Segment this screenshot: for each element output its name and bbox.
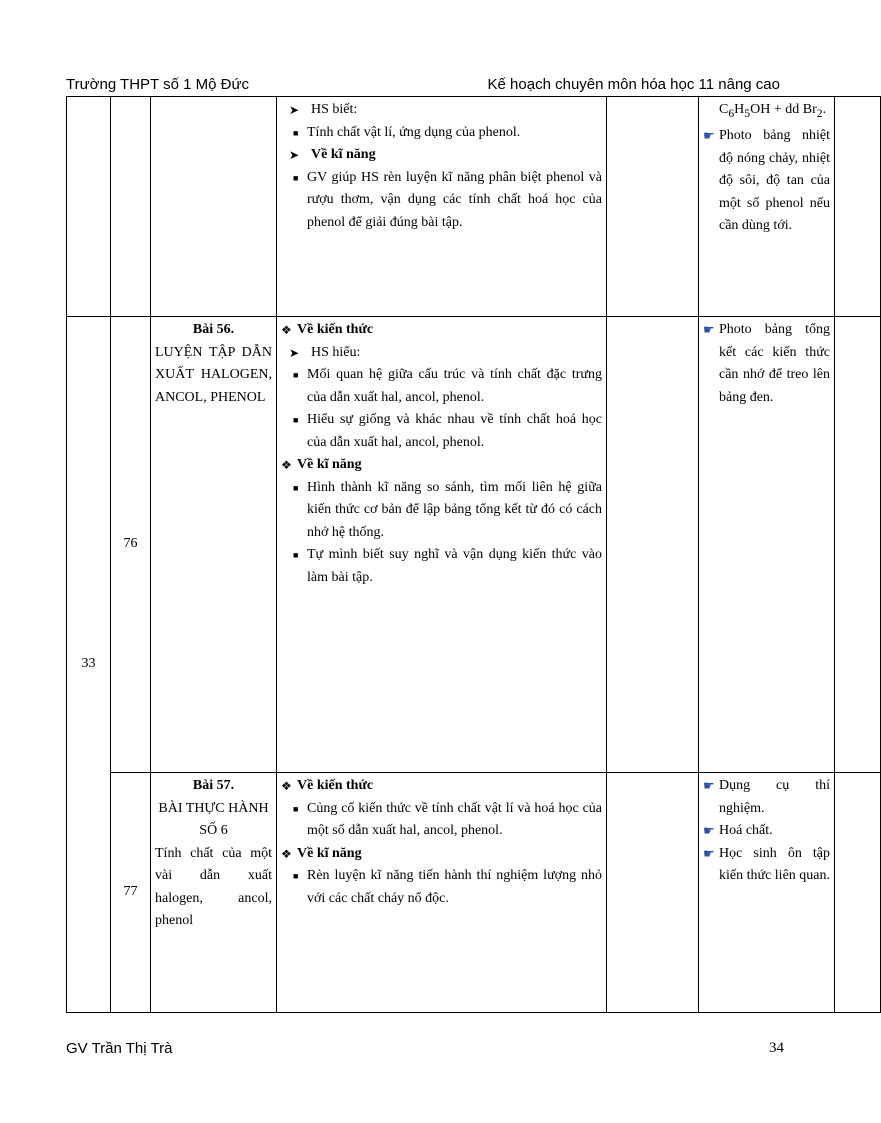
diamond-bullet-icon: ❖ (281, 846, 292, 861)
square-bullet-icon: ■ (293, 172, 299, 183)
list-item: ➤ HS hiểu: (281, 342, 602, 365)
list-item: ❖ Về kĩ năng (281, 843, 602, 866)
square-bullet-icon: ■ (293, 871, 299, 881)
list-item: ➤ HS biết: (281, 99, 602, 122)
header-plan: Kế hoạch chuyên môn hóa học 11 nâng cao (487, 76, 780, 93)
page-number: 34 (769, 1040, 784, 1056)
notes-cell (835, 773, 881, 1013)
list-item: ■ GV giúp HS rèn luyện kĩ năng phân biệt phenol và rượu thơm, vận dụng các tính chất hoá học của phenol để giải đúng bài tập. (281, 167, 602, 235)
empty-cell (607, 773, 699, 1013)
list-item: ■ Mối quan hệ giữa cấu trúc và tính chất đặc trưng của dẫn xuất hal, ancol, phenol. (281, 364, 602, 409)
list-item: ■ Hiểu sự giống và khác nhau về tính chất hoá học của dẫn xuất hal, ancol, phenol. (281, 409, 602, 454)
lesson-title: Bài 57. (192, 778, 235, 793)
list-item: ■ Tính chất vật lí, ứng dụng của phenol. (281, 122, 602, 145)
table-row (67, 317, 881, 773)
week-cell (67, 97, 111, 317)
period-cell: 77 (111, 773, 151, 1013)
lesson-cell (151, 97, 277, 317)
diamond-bullet-icon: ❖ (281, 779, 292, 793)
list-item: ❖ Về kiến thức (281, 775, 602, 798)
period-cell: 76 (111, 317, 151, 773)
list-item: ☛ Hoá chất. (703, 820, 830, 843)
lesson-desc: Tính chất của một vài dẫn xuất halogen, ancol, phenol (155, 845, 272, 928)
list-item: ■ Hình thành kĩ năng so sánh, tìm mối liên hệ giữa kiến thức cơ bản để lập bảng tổng kết từ đó có cách nhớ hệ thống. (281, 477, 602, 545)
formula-text: $C_6H_5OH$ + dd $Br_2$. (719, 102, 827, 120)
diamond-bullet-icon: ❖ (281, 458, 292, 472)
pointer-hand-icon: ☛ (703, 778, 715, 793)
list-item: ☛ Photo bảng tổng kết các kiến thức cần nhớ để treo lên bảng đen. (703, 319, 830, 409)
lesson-cell (151, 317, 277, 773)
notes-cell (835, 317, 881, 773)
list-item: ■ Rèn luyện kĩ năng tiến hành thí nghiệm lượng nhỏ với các chất cháy nổ độc. (281, 865, 602, 910)
diamond-bullet-icon: ❖ (281, 323, 292, 337)
list-item: ■ Củng cố kiến thức về tính chất vật lí và hoá học của một số dẫn xuất hal, ancol, phenol. (281, 798, 602, 843)
arrow-bullet-icon: ➤ (289, 345, 300, 360)
prep-cell (699, 97, 835, 317)
list-item: ☛ Dụng cụ thí nghiệm. (703, 775, 830, 820)
list-item: ➤ Về kĩ năng (281, 144, 602, 167)
list-item: ❖ Về kiến thức (281, 319, 602, 342)
arrow-bullet-icon: ➤ (289, 103, 300, 117)
header-school: Trường THPT số 1 Mộ Đức (66, 76, 250, 93)
lesson-plan-table (66, 96, 881, 1013)
week-cell: 33 (67, 317, 111, 1013)
lesson-name: LUYỆN TẬP DẪN XUẤT HALOGEN, ANCOL, PHENOL (155, 344, 272, 405)
square-bullet-icon: ■ (293, 550, 299, 560)
list-item: ■ Tự mình biết suy nghĩ và vận dụng kiến thức vào làm bài tập. (281, 544, 602, 589)
table-row (67, 773, 881, 1013)
table-row (67, 97, 881, 317)
notes-cell (835, 97, 881, 317)
period-cell (111, 97, 151, 317)
square-bullet-icon: ■ (293, 415, 299, 425)
square-bullet-icon: ■ (293, 370, 299, 380)
prep-cell (699, 773, 835, 1013)
list-item: ☛ Học sinh ôn tập kiến thức liên quan. (703, 843, 830, 888)
square-bullet-icon: ■ (293, 482, 299, 493)
lesson-cell (151, 773, 277, 1013)
prep-cell (699, 317, 835, 773)
arrow-bullet-icon: ➤ (289, 148, 300, 162)
pointer-hand-icon: ☛ (703, 128, 715, 144)
lesson-name: BÀI THỰC HÀNH SỐ 6 (158, 800, 269, 838)
list-item: ☛ Photo bảng nhiệt độ nóng chảy, nhiệt độ sôi, độ tan của một số phenol nếu cần dùng tới. (703, 125, 830, 238)
list-item: ❖ Về kĩ năng (281, 454, 602, 477)
square-bullet-icon: ■ (293, 127, 299, 138)
empty-cell (607, 317, 699, 773)
square-bullet-icon: ■ (293, 803, 299, 814)
pointer-hand-icon: ☛ (703, 322, 715, 337)
content-cell (277, 97, 607, 317)
pointer-hand-icon: ☛ (703, 823, 715, 838)
content-cell (277, 773, 607, 1013)
footer-teacher: GV Trần Thị Trà (66, 1040, 173, 1057)
lesson-title: Bài 56. (192, 322, 235, 337)
content-cell (277, 317, 607, 773)
empty-cell (607, 97, 699, 317)
pointer-hand-icon: ☛ (703, 845, 715, 861)
